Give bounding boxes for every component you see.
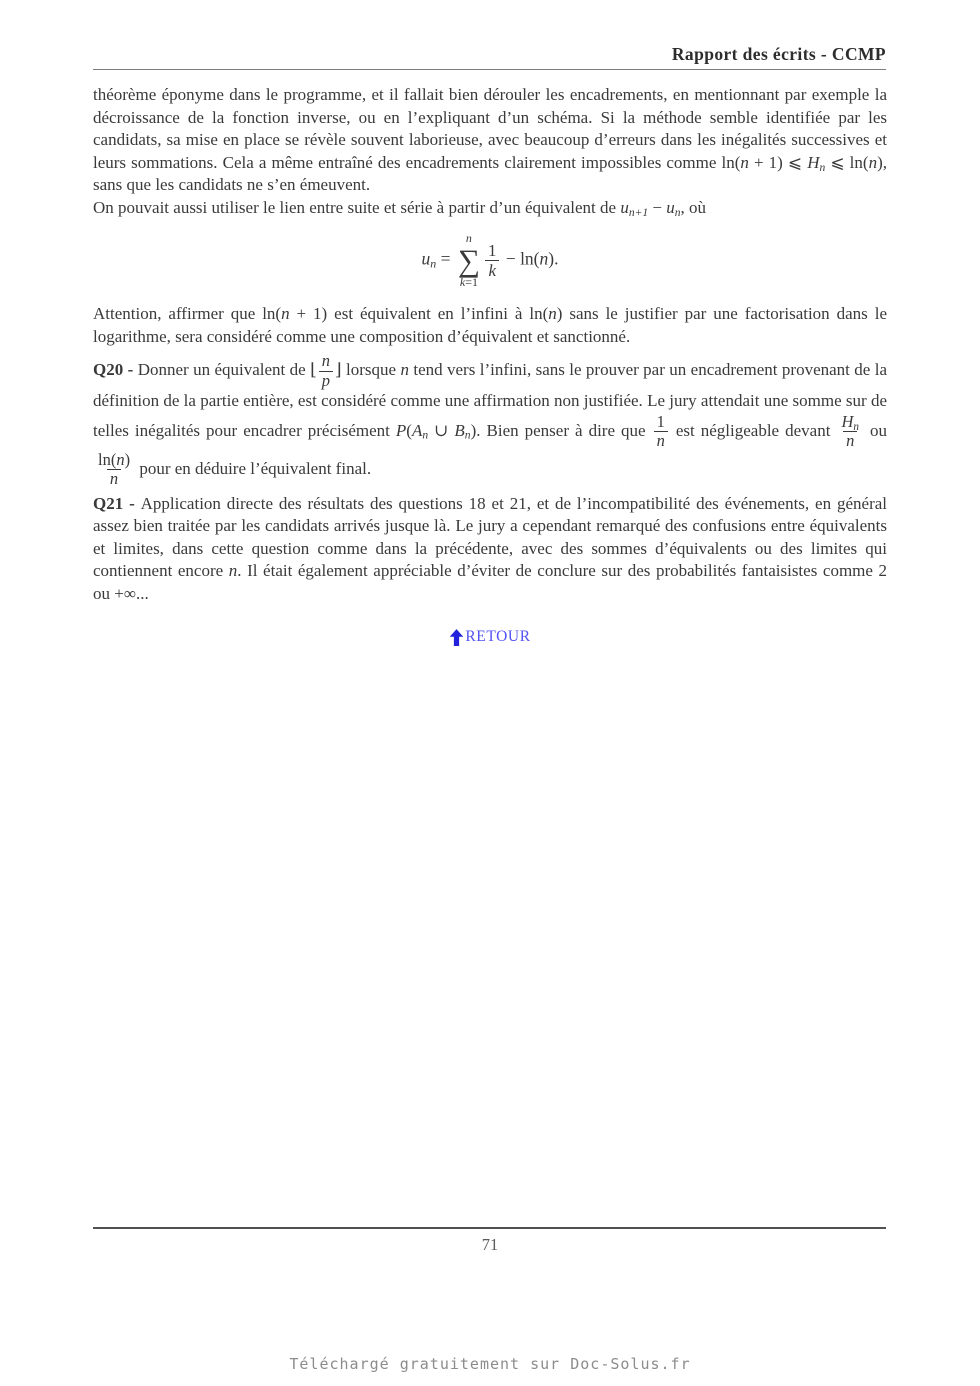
text-run: ⌋ lorsque [334,360,401,380]
text-run: . Il était également appréciable d’éviter de conclure sur des probabilités fantaisistes comme 2 ou +∞... [93,561,888,603]
math-variable: n [281,304,290,323]
sigma-symbol: ∑ [457,242,480,278]
text-run: + 1) est équivalent en l’infini à ln( [289,304,549,323]
text-run: ou [863,420,887,440]
subscript: n+1 [628,205,649,219]
paragraph-q20 [93,352,887,488]
inline-fraction [95,451,133,489]
text-run: ), sans que les candidats ne s’en émeuvent. [93,152,887,195]
math-variable: n [740,152,749,172]
text-run: ). Bien penser à dire que [470,420,652,440]
text-run: − ln( [501,248,540,269]
text-run: =1 [465,275,478,289]
subscript: n [853,420,859,433]
footer-rule [93,1227,886,1229]
text-run: ⩽ ln( [825,152,869,172]
sum-operator [458,231,480,290]
math-variable: u [620,197,629,217]
subscript: n [422,428,429,442]
bold-label: Q20 - [93,360,138,380]
text-run: ( [406,420,412,440]
paragraph-suite-serie [93,197,887,220]
page-body [93,84,887,653]
text-run: est négligeable devant [669,420,837,440]
math-variable: n [539,248,549,269]
math-variable: u [666,197,675,217]
math-variable: A [411,420,423,440]
inline-fraction [319,352,333,390]
fraction-denominator [843,431,857,450]
fraction-denominator [319,371,333,390]
retour-row [93,626,887,652]
up-arrow-icon [449,629,464,646]
text-run: 1 [656,411,665,431]
math-variable: n [656,431,665,451]
bold-label: Q21 - [93,493,141,513]
retour-link[interactable] [449,626,530,649]
inline-fraction [485,241,499,280]
text-run: ). [548,248,559,269]
math-variable: n [868,152,878,172]
math-variable: k [488,260,496,280]
fraction-numerator [485,241,499,260]
math-variable: n [548,304,557,323]
subscript: n [430,256,437,271]
math-variable: P [395,420,407,440]
fraction-numerator [319,352,333,370]
inline-fraction [838,413,862,451]
text-run: Donner un équivalent de ⌊ [137,360,317,380]
paragraph-theoreme [93,84,887,197]
math-variable: B [454,420,465,440]
subscript: n [674,205,681,219]
page-number: 71 [481,1235,499,1254]
text-run: théorème éponyme dans le programme, et il fallait bien dérouler les encadrements, en mentionnant par exemple la décroissance de la fonction inverse, ou en l’expliquant d’un schéma. Si la méthode semble identifiée par les candidats, sa mise en place se révèle souvent laborieuse, avec beaucoup d’erreurs dans les inégalités successives et leurs sommations. Cela a même entraîné des encadrements clairement impossibles comme ln( [93,85,887,172]
subscript: n [819,160,826,174]
math-variable: n [846,431,855,451]
math-variable: k [459,275,466,289]
sum-lower-limit [460,275,478,290]
math-variable: n [400,360,409,380]
math-variable: H [841,411,854,431]
page-header-title: Rapport des écrits - CCMP [671,44,886,64]
paragraph-attention [93,303,887,348]
fraction-denominator [107,469,121,488]
fraction-numerator [95,451,133,469]
math-variable: n [321,351,330,371]
text-run: ) sans le justifier par une factorisation dans le logarithme, sera considéré comme une composition d’équivalent et sanctionné. [93,304,887,346]
inline-fraction [654,413,668,451]
header-rule [93,69,886,70]
math-variable: p [321,370,330,390]
text-run: pour en déduire l’équivalent final. [135,458,372,478]
text-run: Attention, affirmer que ln( [93,304,282,323]
retour-label: RETOUR [465,628,531,646]
text-run: On pouvait aussi utiliser le lien entre suite et série à partir d’un équivalent de [93,197,621,217]
math-variable: n [109,469,119,489]
text-run: tend vers l’infini, sans le prouver par un encadrement provenant de la définition de la partie entière, est considéré comme une affirmation non justifiée. Le jury attendait une somme sur de telles inégalités pour encadrer précisément [93,360,887,440]
text-run: , où [680,197,707,217]
fraction-denominator [485,260,499,280]
text-run: ln( [98,449,117,469]
subscript: n [464,428,471,442]
watermark-text: Téléchargé gratuitement sur Doc-Solus.fr [289,1355,691,1373]
math-variable: n [116,449,125,469]
paragraph-q21 [93,493,887,606]
text-run: = [436,248,455,269]
text-run: ∪ [428,420,455,440]
math-variable: n [465,230,472,245]
text-run: − [648,197,667,217]
math-variable: H [807,152,820,172]
text-run: Application directe des résultats des questions 18 et 21, et de l’incompatibilité des événements, en général assez bien traitée par les candidats arrivés jusque là. Le jury a cependant remarqué des confusions entre équivalents et limites, dans cette question comme dans la précédente, avec des sommes d’équivalents ou des limites qui contiennent encore [93,493,887,581]
math-variable: n [228,561,238,581]
text-run: ) [124,449,131,469]
fraction-denominator [654,431,668,450]
text-run: 1 [487,240,497,260]
display-formula [93,231,887,290]
text-run: + 1) ⩽ [748,152,808,172]
fraction-numerator [654,413,668,431]
fraction-numerator [838,413,862,431]
math-variable: u [421,248,431,269]
